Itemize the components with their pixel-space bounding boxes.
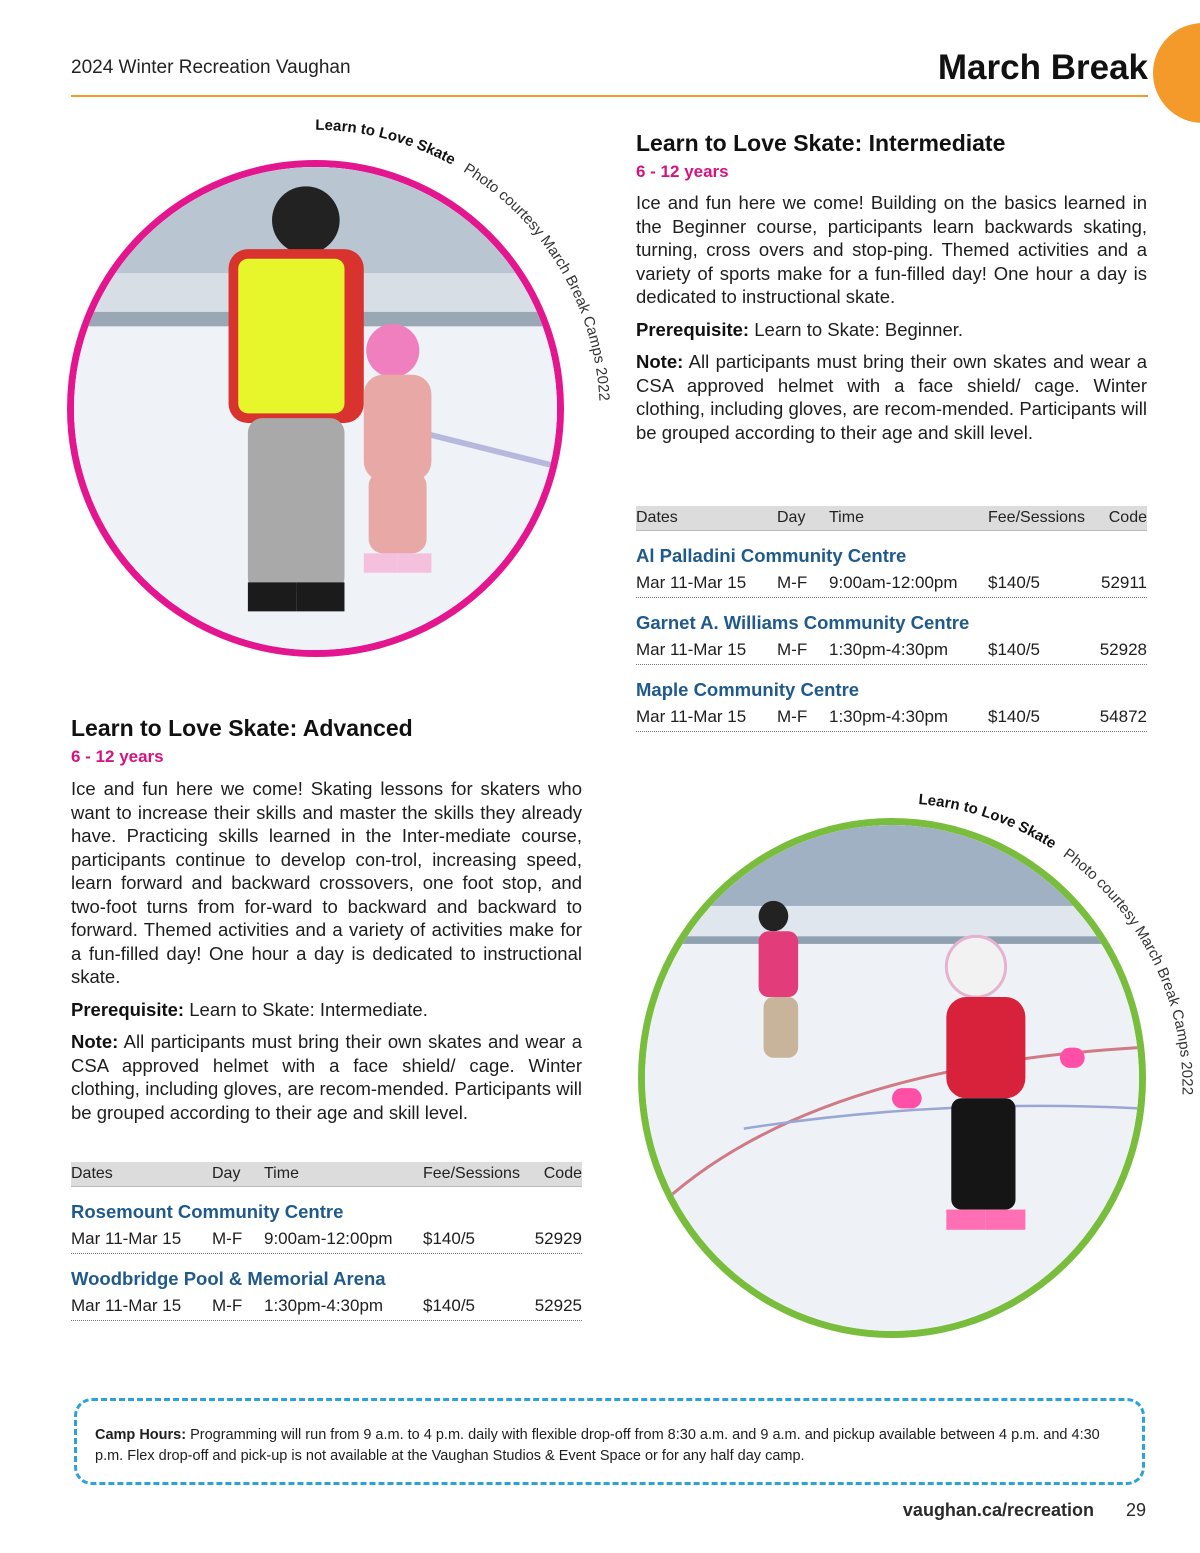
cell-fee: $140/5	[988, 573, 1040, 592]
caption-bold-1: Learn to Love Skate	[315, 116, 459, 169]
page-title: March Break	[937, 48, 1148, 87]
camp-hours-notice	[74, 1398, 1145, 1485]
col-day: Day	[777, 509, 806, 526]
table-row	[636, 705, 1147, 732]
table-row	[636, 571, 1147, 598]
caption-bold-2: Learn to Love Skate	[917, 791, 1060, 853]
cell-time: 9:00am-12:00pm	[264, 1229, 393, 1248]
table-header	[636, 506, 1147, 531]
cell-dates: Mar 11-Mar 15	[71, 1229, 182, 1248]
note-label: Note:	[636, 351, 684, 372]
col-dates: Dates	[636, 509, 678, 526]
table-header	[71, 1162, 582, 1187]
cell-fee: $140/5	[423, 1229, 475, 1248]
cell-code: 52929	[534, 1229, 582, 1248]
photo-caption-2	[600, 760, 1200, 1400]
intermediate-body	[636, 191, 1147, 453]
note-label: Note:	[71, 1031, 119, 1052]
col-code: Code	[1108, 509, 1147, 526]
cell-dates: Mar 11-Mar 15	[636, 640, 747, 659]
col-time: Time	[264, 1165, 299, 1182]
cell-day: M-F	[212, 1229, 243, 1248]
svg-text:Learn to Love Skate Phot	[315, 117, 612, 402]
cell-day: M-F	[212, 1296, 243, 1315]
cell-dates: Mar 11-Mar 15	[636, 573, 747, 592]
location-name: Garnet A. Williams Community Centre	[636, 612, 970, 633]
prereq-label: Prerequisite:	[636, 318, 750, 340]
caption-text-1: Photo courtesy March Break Camps 2022	[460, 160, 613, 402]
note-text: All participants must bring their own skates and wear a CSA approved helmet with a face shield/ cage. Winter clothing, including gloves, are recom-mended. Participants will be grouped according to their age and skill level.	[71, 1031, 582, 1123]
cell-code: 52911	[1100, 573, 1147, 592]
cell-day: M-F	[777, 573, 808, 592]
intermediate-schedule-table	[636, 506, 1147, 732]
intermediate-description: Ice and fun here we come! Building on the basics learned in the Beginner course, participants learn backwards skating, turning, cross overs and stop-ping. Themed activities and a variety of sports make for a fun-filled day! One hour a day is dedicated to instructional skate.	[636, 192, 1147, 307]
table-row	[636, 638, 1147, 665]
section-tab-marker	[1153, 23, 1200, 123]
publication-title: 2024 Winter Recreation Vaughan	[71, 57, 351, 78]
table-row	[71, 1227, 582, 1254]
advanced-age: 6 - 12 years	[71, 747, 164, 766]
footer-website-link[interactable]: vaughan.ca/recreation	[902, 1500, 1094, 1520]
cell-dates: Mar 11-Mar 15	[636, 707, 747, 726]
advanced-prereq	[71, 998, 582, 1022]
cell-dates: Mar 11-Mar 15	[71, 1296, 182, 1315]
location-name: Woodbridge Pool & Memorial Arena	[71, 1268, 386, 1289]
intermediate-prereq	[636, 318, 1147, 342]
cell-time: 9:00am-12:00pm	[829, 573, 958, 592]
cell-code: 52925	[534, 1296, 582, 1315]
cell-fee: $140/5	[988, 640, 1040, 659]
prereq-text: Learn to Skate: Intermediate.	[189, 998, 428, 1020]
prereq-text: Learn to Skate: Beginner.	[754, 318, 964, 340]
table-row	[71, 1294, 582, 1321]
note-text: All participants must bring their own skates and wear a CSA approved helmet with a face shield/ cage. Winter clothing, including gloves, are recom-mended. Participants will be grouped according to their age and skill level.	[636, 351, 1147, 443]
location-name: Rosemount Community Centre	[71, 1201, 344, 1222]
cell-code: 52928	[1099, 640, 1147, 659]
col-dates: Dates	[71, 1165, 113, 1182]
cell-time: 1:30pm-4:30pm	[829, 640, 949, 659]
col-time: Time	[829, 509, 864, 526]
intermediate-age: 6 - 12 years	[636, 162, 729, 181]
location-name: Al Palladini Community Centre	[636, 545, 907, 566]
cell-time: 1:30pm-4:30pm	[264, 1296, 384, 1315]
camp-hours-text: Programming will run from 9 a.m. to 4 p.m. daily with flexible drop-off from 8:30 a.m. and 9 a.m. and pickup available between 4 p.m. and 4:30 p.m. Flex drop-off and pick-up is not available at the Vaughan Studios & Event Space or for any half day camp.	[95, 1427, 1100, 1464]
photo-caption-1	[40, 105, 660, 725]
advanced-note	[71, 1030, 582, 1124]
advanced-title: Learn to Love Skate: Advanced	[71, 715, 413, 741]
cell-fee: $140/5	[988, 707, 1040, 726]
advanced-body	[71, 777, 582, 1133]
advanced-description: Ice and fun here we come! Skating lessons for skaters who want to increase their skills and master the skills they already have. Practicing skills learned in the Inter-mediate course, participants continue to develop con-trol, increasing speed, learn forward and backward crossovers, one foot stop, and two-foot turns from for-ward to backward and backward to forward. Themed activities and a variety of activities make for a fun-filled day! One hour a day is dedicated to instructional skate.	[71, 778, 582, 987]
advanced-schedule-table	[71, 1162, 582, 1321]
camp-hours-label: Camp Hours:	[95, 1427, 187, 1443]
col-code: Code	[543, 1165, 582, 1182]
page-number: 29	[1125, 1500, 1146, 1520]
col-fee: Fee/Sessions	[423, 1165, 520, 1182]
caption-text-2: Photo courtesy March Break Camps 2022	[1059, 845, 1196, 1096]
col-day: Day	[212, 1165, 241, 1182]
location-name: Maple Community Centre	[636, 679, 860, 700]
cell-day: M-F	[777, 640, 808, 659]
col-fee: Fee/Sessions	[988, 509, 1085, 526]
intermediate-title: Learn to Love Skate: Intermediate	[636, 130, 1006, 156]
svg-text:Learn to Love Skate Phot	[918, 791, 1196, 1095]
cell-time: 1:30pm-4:30pm	[829, 707, 949, 726]
prereq-label: Prerequisite:	[71, 998, 185, 1020]
cell-code: 54872	[1099, 707, 1147, 726]
cell-day: M-F	[777, 707, 808, 726]
header-divider	[71, 95, 1148, 97]
intermediate-note	[636, 350, 1147, 444]
cell-fee: $140/5	[423, 1296, 475, 1315]
